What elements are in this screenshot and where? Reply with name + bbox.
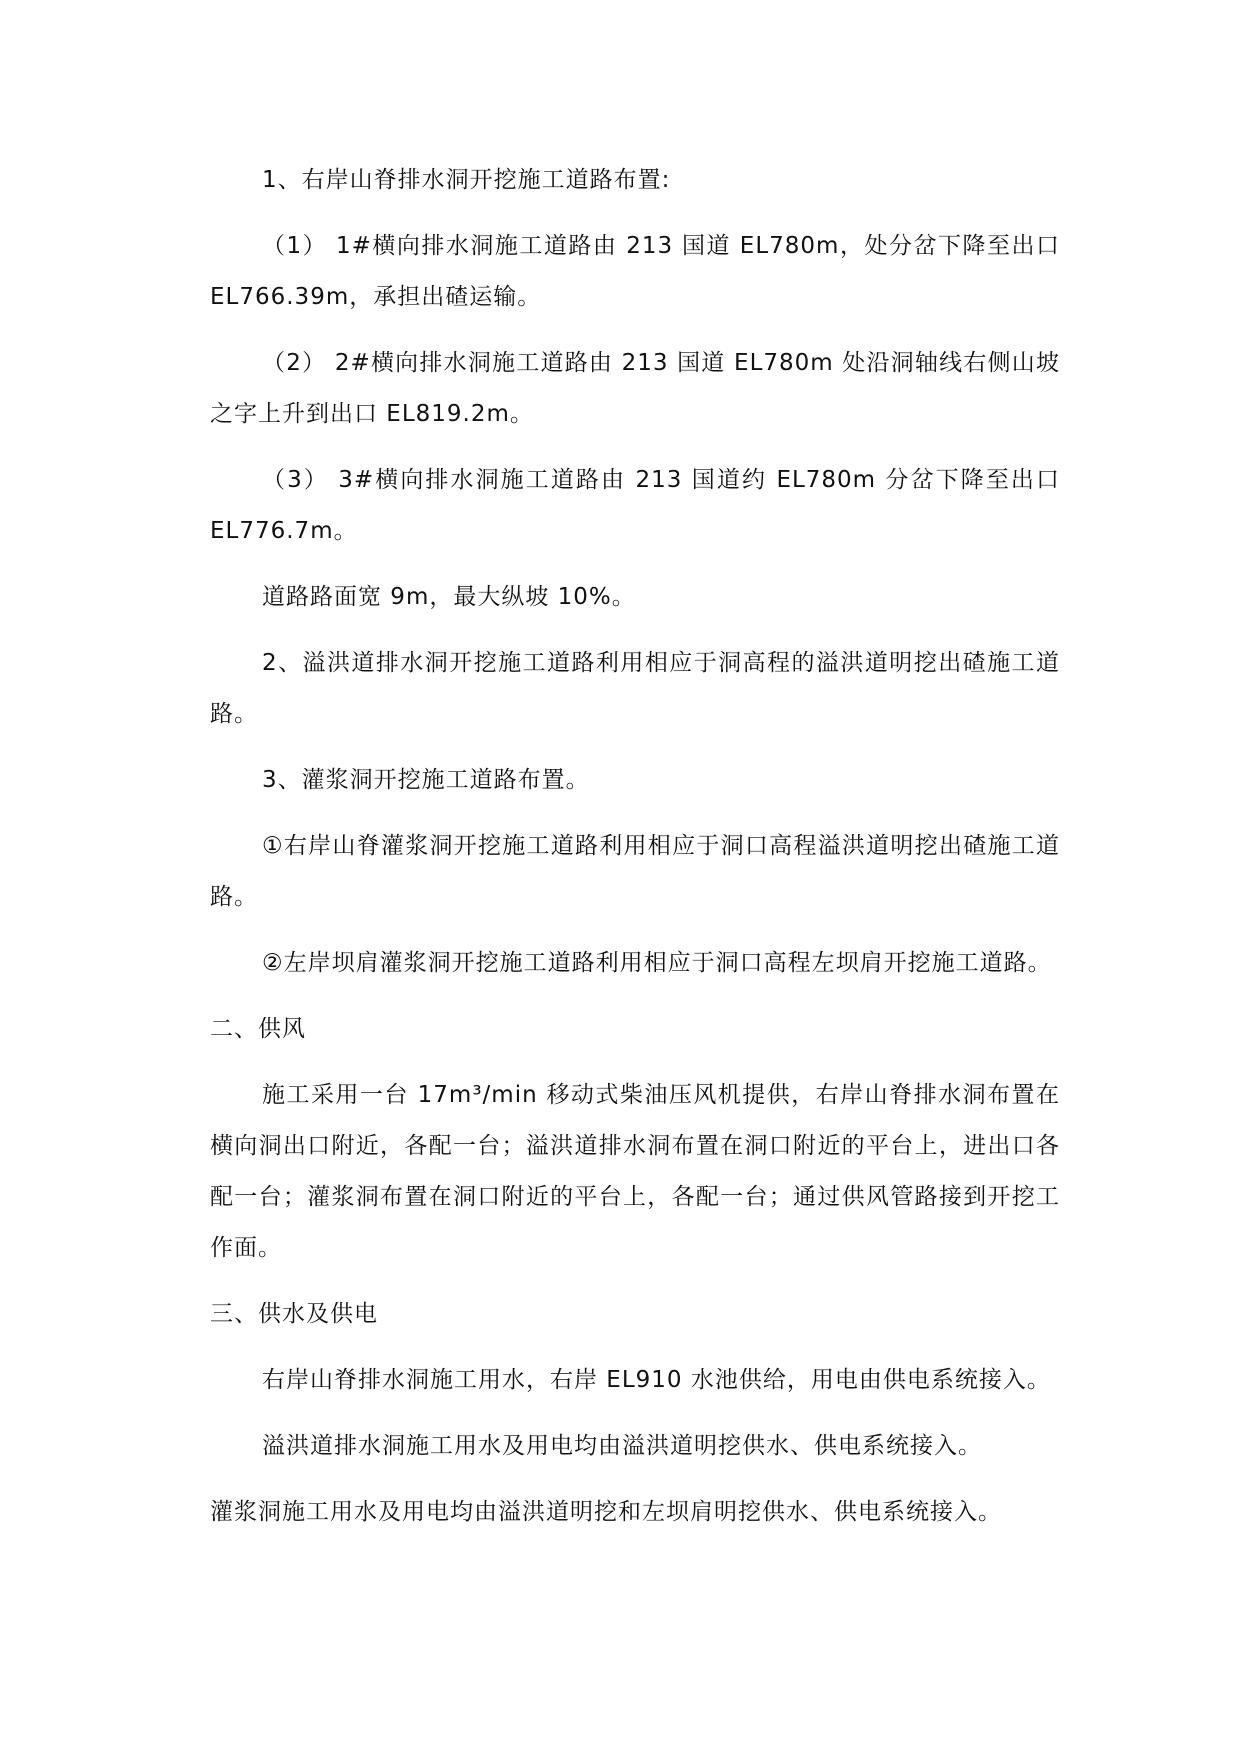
document-body xyxy=(210,155,1060,1553)
paragraph-grouting-right: ①右岸山脊灌浆洞开挖施工道路利用相应于洞口高程溢洪道明挖出碴施工道路。 xyxy=(210,833,1060,910)
paragraph-spillway-road: 2、溢洪道排水洞开挖施工道路利用相应于洞高程的溢洪道明挖出碴施工道路。 xyxy=(210,650,1060,727)
paragraph-water-power-grouting: 灌浆洞施工用水及用电均由溢洪道明挖和左坝肩明挖供水、供电系统接入。 xyxy=(210,1499,1002,1525)
paragraph-road-3: （3） 3#横向排水洞施工道路由 213 国道约 EL780m 分岔下降至出口 EL776.7m。 xyxy=(210,467,1060,544)
section-heading-air-supply: 二、供风 xyxy=(210,1016,306,1042)
paragraph-road-width: 道路路面宽 9m，最大纵坡 10%。 xyxy=(262,584,636,610)
section-heading-water-power: 三、供水及供电 xyxy=(210,1301,378,1327)
paragraph-road-layout-heading: 1、右岸山脊排水洞开挖施工道路布置: xyxy=(262,167,671,193)
paragraph-grouting-left: ②左岸坝肩灌浆洞开挖施工道路利用相应于洞口高程左坝肩开挖施工道路。 xyxy=(262,950,1052,976)
paragraph-road-1: （1） 1#横向排水洞施工道路由 213 国道 EL780m，处分岔下降至出口 EL766.39m，承担出碴运输。 xyxy=(210,233,1060,310)
paragraph-water-power-right: 右岸山脊排水洞施工用水，右岸 EL910 水池供给，用电由供电系统接入。 xyxy=(262,1367,1051,1393)
paragraph-road-2: （2） 2#横向排水洞施工道路由 213 国道 EL780m 处沿洞轴线右侧山坡之字上升到出口 EL819.2m。 xyxy=(210,350,1060,427)
paragraph-water-power-spillway: 溢洪道排水洞施工用水及用电均由溢洪道明挖供水、供电系统接入。 xyxy=(262,1433,982,1459)
paragraph-air-supply: 施工采用一台 17m³/min 移动式柴油压风机提供，右岸山脊排水洞布置在横向洞出口附近，各配一台；溢洪道排水洞布置在洞口附近的平台上，进出口各配一台；灌浆洞布置在洞口附近的平台上，各配一台；通过供风管路接到开挖工作面。 xyxy=(210,1082,1060,1261)
paragraph-grouting-heading: 3、灌浆洞开挖施工道路布置。 xyxy=(262,767,590,793)
